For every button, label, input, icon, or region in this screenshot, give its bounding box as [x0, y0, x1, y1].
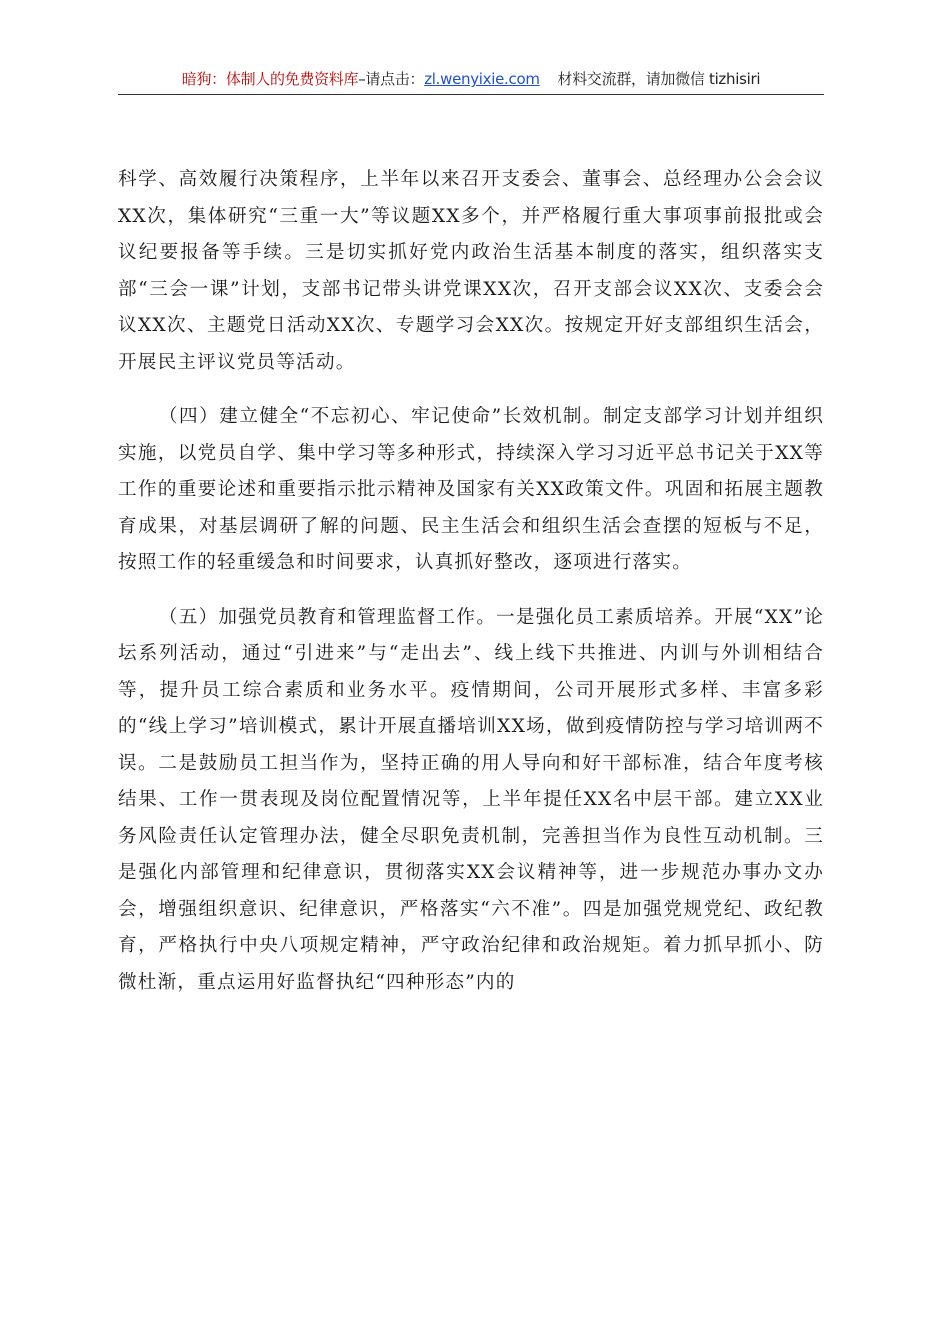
paragraph-section-five: （五）加强党员教育和管理监督工作。一是强化员工素质培养。开展“XX”论坛系列活动，通过“引进来”与“走出去”、线上线下共推进、内训与外训相结合等，提升员工综合素质和业务水平。疫情期间，公司开展形式多样、丰富多彩的“线上学习”培训模式，累计开展直播培训XX场，做到疫情防控与学习培训两不误。二是鼓励员工担当作为，坚持正确的用人导向和好干部标准，结合年度考核结果、工作一贯表现及岗位配置情况等，上半年提任XX名中层干部。建立XX业务风险责任认定管理办法，健全尽职免责机制，完善担当作为良性互动机制。三是强化内部管理和纪律意识，贯彻落实XX会议精神等，进一步规范办事办文办会，增强组织意识、纪律意识，严格落实“六不准”。四是加强党规党纪、政纪教育，严格执行中央八项规定精神，严守政治纪律和政治规矩。着力抓早抓小、防微杜渐，重点运用好监督执纪“四种形态”内的: [118, 606, 824, 993]
header-brand: 暗狗：体制人的免费资料库: [181, 70, 359, 88]
header-link[interactable]: zl.wenyixie.com: [424, 70, 540, 88]
document-body: [118, 162, 824, 1001]
paragraph-section-four: （四）建立健全“不忘初心、牢记使命”长效机制。制定支部学习计划并组织实施，以党员自学、集中学习等多种形式，持续深入学习习近平总书记关于XX等工作的重要论述和重要指示批示精神及国家有关XX政策文件。巩固和拓展主题教育成果，对基层调研了解的问题、民主生活会和组织生活会查摆的短板与不足，按照工作的轻重缓急和时间要求，认真抓好整改，逐项进行落实。: [118, 406, 824, 573]
page-header: [118, 64, 824, 95]
paragraph-continuation: 科学、高效履行决策程序，上半年以来召开支委会、董事会、总经理办公会会议XX次，集体研究“三重一大”等议题XX多个，并严格履行重大事项事前报批或会议纪要报备等手续。三是切实抓好党内政治生活基本制度的落实，组织落实支部“三会一课”计划，支部书记带头讲党课XX次，召开支部会议XX次、支委会会议XX次、主题党日活动XX次、专题学习会XX次。按规定开好支部组织生活会，开展民主评议党员等活动。: [118, 169, 824, 373]
header-group-note: 材料交流群，请加微信 tizhisiri: [557, 70, 761, 88]
header-click-prompt: –请点击：: [358, 70, 425, 88]
